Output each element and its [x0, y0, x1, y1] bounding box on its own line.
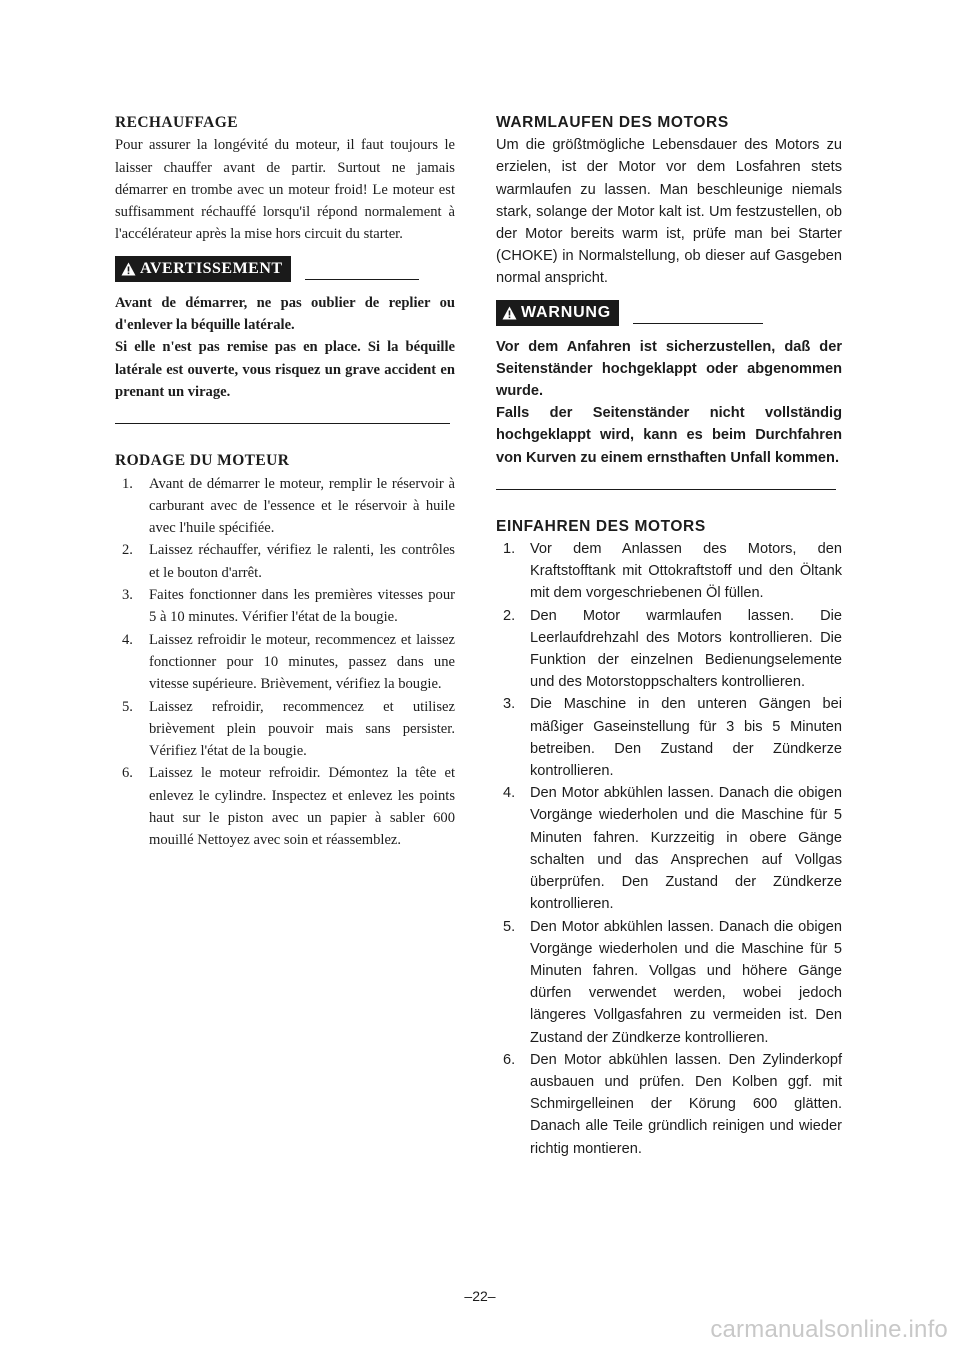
- list-item-text: Laissez le moteur refroidir. Démontez la tête et enlevez le cylindre. Inspectez et enlevez les points haut sur le piston avec un papier à sabler 600 mouillé Nettoyez avec soin et réassemblez.: [149, 765, 455, 849]
- warning-header-fr: [115, 256, 455, 282]
- warning-header-de: [496, 300, 842, 326]
- rodage-section: [115, 450, 455, 851]
- section-heading-rodage: RODAGE DU MOTEUR: [115, 452, 290, 470]
- list-item: [496, 538, 842, 605]
- warning-end-rule-de: [496, 489, 836, 490]
- warmlaufen-body: Um die größtmögliche Lebensdauer des Motors zu erzielen, ist der Motor vor dem Losfahren stets warmlaufen zu lassen. Man beschleunige niemals stark, solange der Motor kalt ist. Um festzustellen, ob der Motor bereits warm ist, prüfe man bei Starter (CHOKE) in Normalstellung, ob dieser auf Gasgeben normal anspricht.: [496, 137, 842, 287]
- list-item-text: Den Motor abkühlen lassen. Danach die obigen Vorgänge wiederholen und die Maschine für 5 Minuten fahren. Vollgas und höhere Gänge dürfen verwendet werden, wobei jedoch längeres Vollgasfahren zu vermeiden ist. Den Zustand der Zündkerze kontrollieren.: [530, 918, 842, 1046]
- warning-badge-fr: [115, 256, 291, 282]
- list-item: [496, 782, 842, 915]
- watermark: carmanualsonline.info: [710, 1316, 948, 1343]
- list-item-number: 6.: [122, 765, 133, 782]
- list-item-text: Den Motor abkühlen lassen. Danach die obigen Vorgänge wiederholen und die Maschine für 5 Minuten fahren. Kurzzeitig in obere Gänge schalten und das Ansprechen auf Vollgas überprüfen. Den Zustand der Zündkerze kontrollieren.: [530, 785, 842, 913]
- warning-rule-fr: [305, 279, 419, 280]
- list-item-number: 4.: [122, 631, 133, 648]
- german-column: [496, 112, 842, 1160]
- section-heading-rechauffage: RECHAUFFAGE: [115, 114, 238, 131]
- warning-end-rule-fr: [115, 423, 450, 424]
- list-item: [115, 539, 455, 584]
- list-item-text: Vor dem Anlassen des Motors, den Kraftstofftank mit Ottokraftstoff und den Öltank mit dem vorgeschriebenen Öl füllen.: [530, 541, 842, 602]
- warning-badge-de: [496, 300, 619, 326]
- list-item-text: Die Maschine in den unteren Gängen bei mäßiger Gaseinstellung für 3 bis 5 Minuten betreiben. Den Zustand der Zündkerze kontrollieren.: [530, 696, 842, 780]
- warning-label-fr: AVERTISSEMENT: [140, 259, 283, 277]
- list-item: [115, 762, 455, 851]
- list-item-text: Faites fonctionner dans les premières vitesses pour 5 à 10 minutes. Vérifier l'état de la bougie.: [149, 587, 455, 626]
- warning-triangle-icon: [121, 262, 136, 276]
- warning-label-de: WARNUNG: [521, 303, 612, 321]
- list-item-text: Laissez refroidir le moteur, recommencez et laissez fonctionner pour 10 minutes, passez dans une vitesse supérieure. Brièvement, vérifiez la bougie.: [149, 631, 455, 693]
- list-item-text: Den Motor abkühlen lassen. Den Zylinderkopf ausbauen und prüfen. Den Kolben ggf. mit Schmirgelleinen der Körung 600 glätten. Danach alle Teile gründlich reinigen und wieder richtig montieren.: [530, 1051, 842, 1157]
- warning-rule-de: [633, 323, 763, 324]
- list-item-number: 2.: [503, 607, 516, 624]
- page-number: –22–: [464, 1288, 496, 1304]
- list-item-number: 5.: [122, 698, 133, 715]
- list-item-number: 1.: [503, 541, 516, 558]
- list-item-number: 3.: [503, 696, 516, 713]
- list-item-number: 3.: [122, 587, 133, 604]
- list-item: [496, 605, 842, 694]
- list-item: [115, 696, 455, 763]
- warning-text-fr-2: Si elle n'est pas remise pas en place. Si la béquille latérale est ouverte, vous risquez un grave accident en prenant un virage.: [115, 339, 455, 400]
- list-item-text: Laissez refroidir, recommencez et utilisez brièvement plein pouvoir mais sans persister. Vérifiez l'état de la bougie.: [149, 698, 455, 760]
- list-item: [115, 584, 455, 629]
- list-item-number: 1.: [122, 475, 133, 492]
- list-item-number: 6.: [503, 1051, 516, 1068]
- warning-triangle-icon: [502, 306, 517, 320]
- french-column: [115, 112, 455, 852]
- list-item: [115, 473, 455, 540]
- list-item-text: Laissez réchauffer, vérifiez le ralenti, les contrôles et le bouton d'arrêt.: [149, 542, 455, 581]
- list-item: [115, 629, 455, 696]
- list-item-text: Den Motor warmlaufen lassen. Die Leerlaufdrehzahl des Motors kontrollieren. Die Funktion der einzelnen Bedienungselemente und des Motorstoppschalters kontrollieren.: [530, 607, 842, 691]
- section-heading-warmlaufen: WARMLAUFEN DES MOTORS: [496, 114, 729, 131]
- list-item-number: 2.: [122, 542, 133, 559]
- list-item-number: 5.: [503, 918, 516, 935]
- warning-text-fr-1: Avant de démarrer, ne pas oublier de replier ou d'enlever la béquille latérale.: [115, 294, 455, 334]
- list-item-number: 4.: [503, 785, 516, 802]
- rodage-list: [115, 473, 455, 852]
- warning-text-de-1: Vor dem Anfahren ist sicherzustellen, daß der Seitenständer hochgeklappt oder abgenommen wurde.: [496, 338, 842, 400]
- rechauffage-body: Pour assurer la longévité du moteur, il faut toujours le laisser chauffer avant de partir. Surtout ne jamais démarrer en trombe avec un moteur froid! Le moteur est suffisamment réchauffé lorsqu'il répond normalement à l'accélérateur après la mise hors circuit du starter.: [115, 137, 455, 243]
- list-item: [496, 693, 842, 782]
- list-item-text: Avant de démarrer le moteur, remplir le réservoir à carburant avec de l'essence et le réservoir à huile avec l'huile spécifiée.: [149, 475, 455, 537]
- warning-text-de-2: Falls der Seitenständer nicht vollständig hochgeklappt wird, kann es beim Durchfahren von Kurven zu einem ernsthaften Unfall kommen.: [496, 405, 842, 466]
- einfahren-section: [496, 516, 842, 1160]
- section-heading-einfahren: EINFAHREN DES MOTORS: [496, 517, 706, 535]
- list-item: [496, 1049, 842, 1160]
- list-item: [496, 916, 842, 1049]
- einfahren-list: [496, 538, 842, 1160]
